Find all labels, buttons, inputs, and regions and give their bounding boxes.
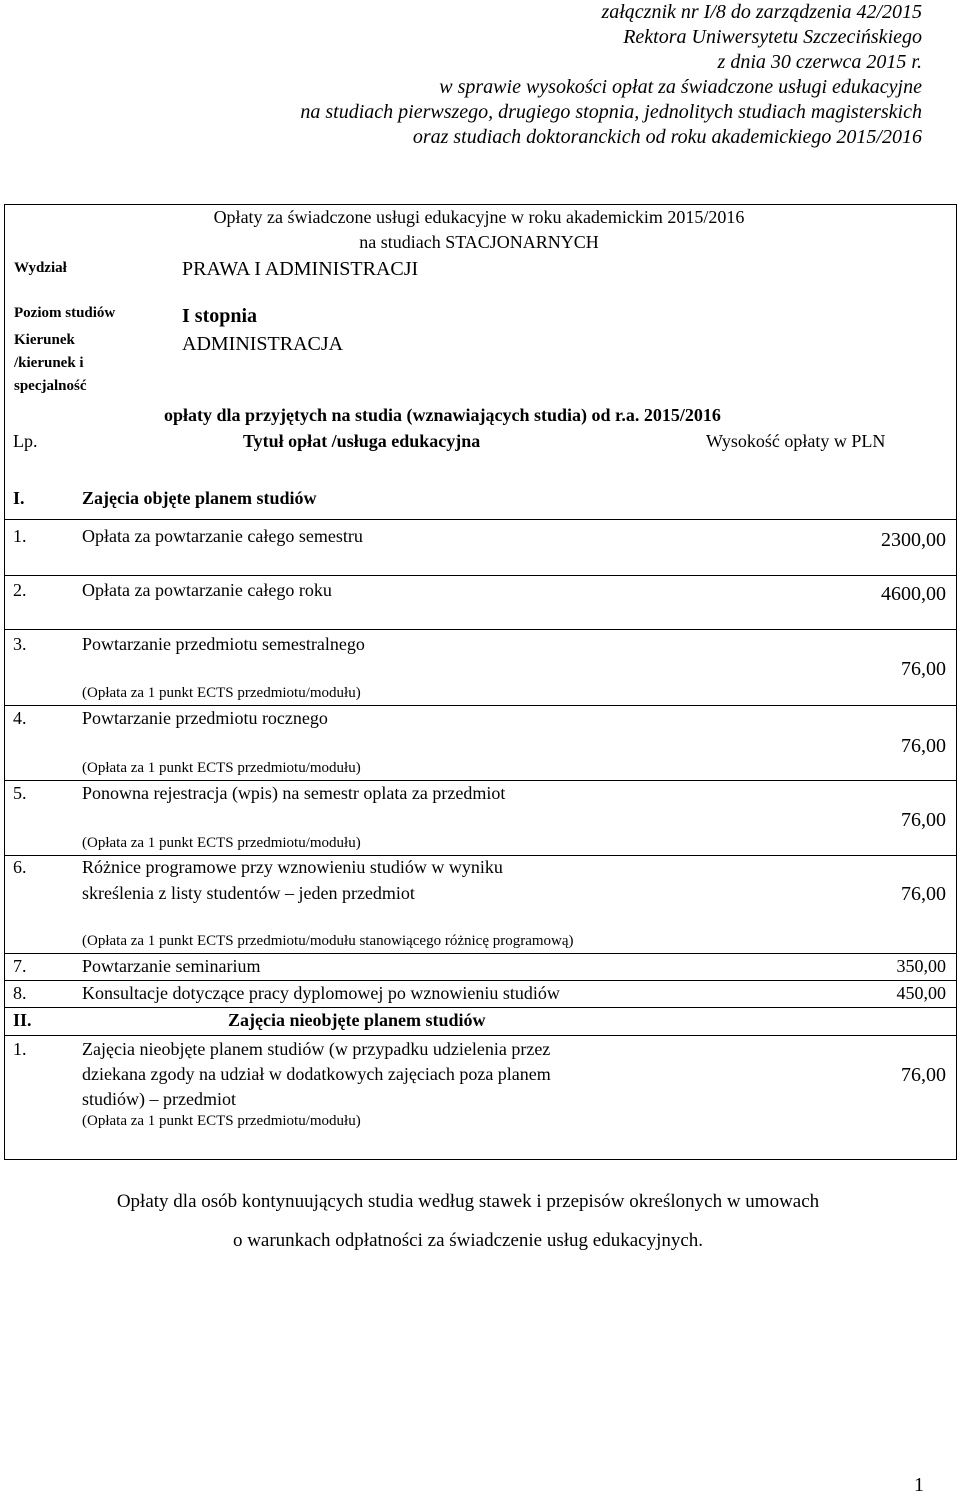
poziom-value: I stopnia (182, 305, 258, 327)
row-num: 1. (13, 1039, 27, 1059)
header-line: na studiach pierwszego, drugiego stopnia, jednolitych studiach magisterskich (300, 101, 922, 123)
header-line: oraz studiach doktoranckich od roku akademickiego 2015/2016 (412, 126, 922, 148)
wydzial-label: Wydział (14, 260, 67, 276)
row-num: 4. (13, 708, 27, 728)
row-divider (4, 575, 957, 576)
row-desc-2: dziekana zgody na udział w dodatkowych zajęciach poza planem (82, 1064, 551, 1084)
row-divider (4, 1035, 957, 1036)
row-amount: 76,00 (901, 658, 946, 680)
kierunek-label-3: specjalność (14, 378, 87, 394)
row-divider (4, 780, 957, 781)
header-line: w sprawie wysokości opłat za świadczone usługi edukacyjne (439, 76, 922, 98)
row-desc: Powtarzanie przedmiotu rocznego (82, 708, 328, 728)
row-desc: Opłata za powtarzanie całego semestru (82, 526, 363, 546)
row-amount: 2300,00 (881, 529, 946, 551)
row-divider (4, 1007, 957, 1008)
row-desc-3: studiów) – przedmiot (82, 1089, 236, 1109)
section2-title: Zajęcia nieobjęte planem studiów (228, 1010, 486, 1030)
row-num: 8. (13, 983, 27, 1003)
row-divider (4, 953, 957, 954)
row-num: 7. (13, 956, 27, 976)
row-num: 2. (13, 580, 27, 600)
table-title-line1: Opłaty za świadczone usługi edukacyjne w roku akademickim 2015/2016 (213, 207, 745, 227)
kierunek-label-2: /kierunek i (14, 355, 84, 371)
header-block (162, 0, 922, 150)
row-desc: Zajęcia nieobjęte planem studiów (w przypadku udzielenia przez (82, 1039, 551, 1059)
row-note: (Opłata za 1 punkt ECTS przedmiotu/modułu) (82, 835, 361, 851)
row-note: (Opłata za 1 punkt ECTS przedmiotu/modułu) (82, 760, 361, 776)
row-divider (4, 519, 957, 520)
row-desc: Różnice programowe przy wznowieniu studiów w wyniku (82, 857, 503, 877)
kierunek-label-1: Kierunek (14, 332, 75, 348)
kierunek-value: ADMINISTRACJA (182, 333, 344, 355)
poziom-label: Poziom studiów (14, 305, 116, 321)
row-divider (4, 629, 957, 630)
footer-line1: Opłaty dla osób kontynuujących studia według stawek i przepisów określonych w umowach (116, 1191, 820, 1212)
row-num: 6. (13, 857, 27, 877)
header-line: załącznik nr I/8 do zarządzenia 42/2015 (601, 1, 922, 23)
row-amount: 76,00 (901, 1064, 946, 1086)
row-num: 3. (13, 634, 27, 654)
row-divider (4, 980, 957, 981)
column-lp: Lp. (13, 431, 38, 451)
column-title: Tytuł opłat /usługa edukacyjna (243, 431, 481, 451)
row-note: (Opłata za 1 punkt ECTS przedmiotu/modułu) (82, 685, 361, 701)
row-desc: Ponowna rejestracja (wpis) na semestr oplata za przedmiot (82, 783, 506, 803)
column-amount: Wysokość opłaty w PLN (706, 431, 886, 451)
row-amount: 350,00 (896, 956, 946, 976)
footer-line2: o warunkach odpłatności za świadczenie usług edukacyjnych. (232, 1230, 704, 1251)
page-number: 1 (914, 1474, 924, 1496)
header-line: Rektora Uniwersytetu Szczecińskiego (623, 26, 922, 48)
section1-title: Zajęcia objęte planem studiów (82, 488, 317, 508)
row-amount: 76,00 (901, 883, 946, 905)
row-divider (4, 705, 957, 706)
row-amount: 76,00 (901, 735, 946, 757)
section2-num: II. (13, 1010, 32, 1030)
table-title-line2: na studiach STACJONARNYCH (359, 232, 599, 252)
row-note: (Opłata za 1 punkt ECTS przedmiotu/modułu stanowiącego różnicę programową) (82, 933, 574, 949)
row-amount: 76,00 (901, 809, 946, 831)
row-desc: Powtarzanie przedmiotu semestralnego (82, 634, 365, 654)
wydzial-value: PRAWA I ADMINISTRACJI (182, 258, 419, 280)
row-amount: 4600,00 (881, 583, 946, 605)
row-desc: Powtarzanie seminarium (82, 956, 261, 976)
subtitle: opłaty dla przyjętych na studia (wznawiających studia) od r.a. 2015/2016 (164, 405, 721, 425)
row-num: 1. (13, 526, 27, 546)
row-desc: Opłata za powtarzanie całego roku (82, 580, 332, 600)
row-desc-2: skreślenia z listy studentów – jeden przedmiot (82, 883, 415, 903)
row-num: 5. (13, 783, 27, 803)
section1-num: I. (13, 488, 25, 508)
header-line: z dnia 30 czerwca 2015 r. (717, 51, 922, 73)
row-amount: 450,00 (896, 983, 946, 1003)
row-desc: Konsultacje dotyczące pracy dyplomowej po wznowieniu studiów (82, 983, 560, 1003)
row-note: (Opłata za 1 punkt ECTS przedmiotu/modułu) (82, 1113, 361, 1129)
row-divider (4, 855, 957, 856)
